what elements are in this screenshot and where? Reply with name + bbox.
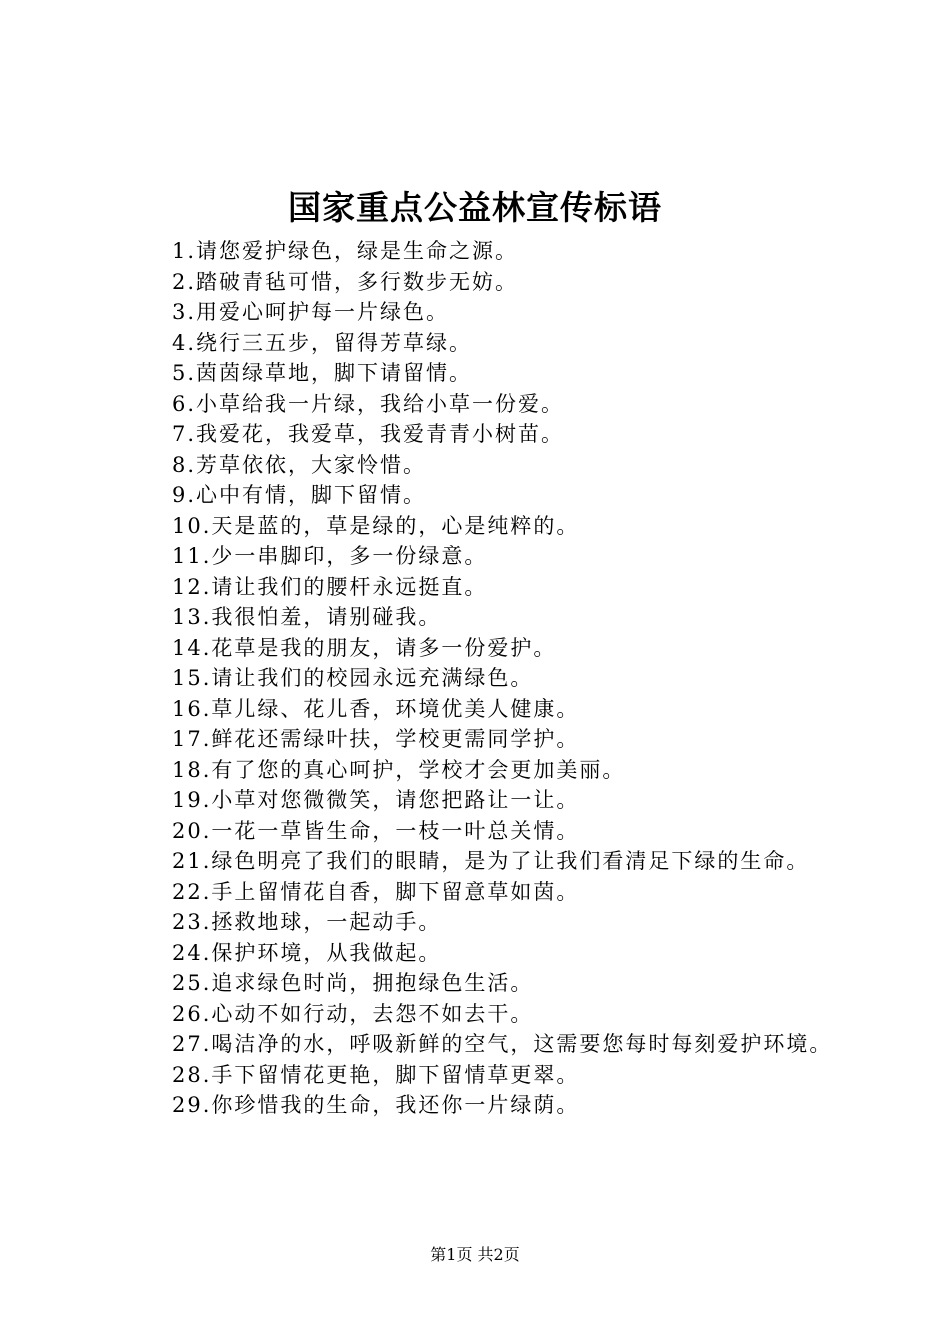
list-item: 18.有了您的真心呵护，学校才会更加美丽。 <box>172 757 626 782</box>
list-item: 22.手上留情花自香，脚下留意草如茵。 <box>172 879 580 904</box>
page-number-footer: 第1页 共2页 <box>430 1245 520 1264</box>
slogan-list <box>128 236 848 1121</box>
list-item: 23.拯救地球，一起动手。 <box>172 910 442 934</box>
list-item: 28.手下留情花更艳，脚下留情草更翠。 <box>172 1062 580 1087</box>
list-item: 5.茵茵绿草地，脚下请留情。 <box>172 361 473 385</box>
list-item: 29.你珍惜我的生命，我还你一片绿荫。 <box>172 1093 580 1117</box>
list-item: 9.心中有情，脚下留情。 <box>172 483 427 507</box>
list-item: 2.踏破青毡可惜，多行数步无妨。 <box>172 269 519 294</box>
list-item: 17.鲜花还需绿叶扶，学校更需同学护。 <box>172 727 580 751</box>
list-item: 19.小草对您微微笑，请您把路让一让。 <box>172 788 580 812</box>
list-item: 15.请让我们的校园永远充满绿色。 <box>172 666 534 690</box>
list-item: 3.用爱心呵护每一片绿色。 <box>172 300 450 324</box>
list-item: 26.心动不如行动，去怨不如去干。 <box>172 1001 534 1026</box>
list-item: 7.我爱花，我爱草，我爱青青小树苗。 <box>172 422 565 446</box>
list-item: 8.芳草依依，大家怜惜。 <box>172 452 427 477</box>
list-item: 6.小草给我一片绿，我给小草一份爱。 <box>172 391 565 416</box>
list-item: 12.请让我们的腰杆永远挺直。 <box>172 574 488 599</box>
list-item: 1.请您爱护绿色，绿是生命之源。 <box>172 239 519 263</box>
list-item: 24.保护环境，从我做起。 <box>172 940 442 965</box>
list-item: 21.绿色明亮了我们的眼睛，是为了让我们看清足下绿的生命。 <box>172 849 810 873</box>
list-item: 4.绕行三五步，留得芳草绿。 <box>172 330 473 355</box>
list-item: 10.天是蓝的，草是绿的，心是纯粹的。 <box>172 513 580 538</box>
list-item: 25.追求绿色时尚，拥抱绿色生活。 <box>172 971 534 995</box>
list-item: 13.我很怕羞，请别碰我。 <box>172 605 442 629</box>
list-item: 27.喝洁净的水，呼吸新鲜的空气，这需要您每时每刻爱护环境。 <box>172 1032 833 1056</box>
list-item: 11.少一串脚印，多一份绿意。 <box>172 544 488 568</box>
list-item: 16.草儿绿、花儿香，环境优美人健康。 <box>172 696 580 721</box>
list-item: 14.花草是我的朋友，请多一份爱护。 <box>172 635 557 660</box>
list-item: 20.一花一草皆生命，一枝一叶总关情。 <box>172 818 580 843</box>
page-title: 国家重点公益林宣传标语 <box>288 188 662 227</box>
